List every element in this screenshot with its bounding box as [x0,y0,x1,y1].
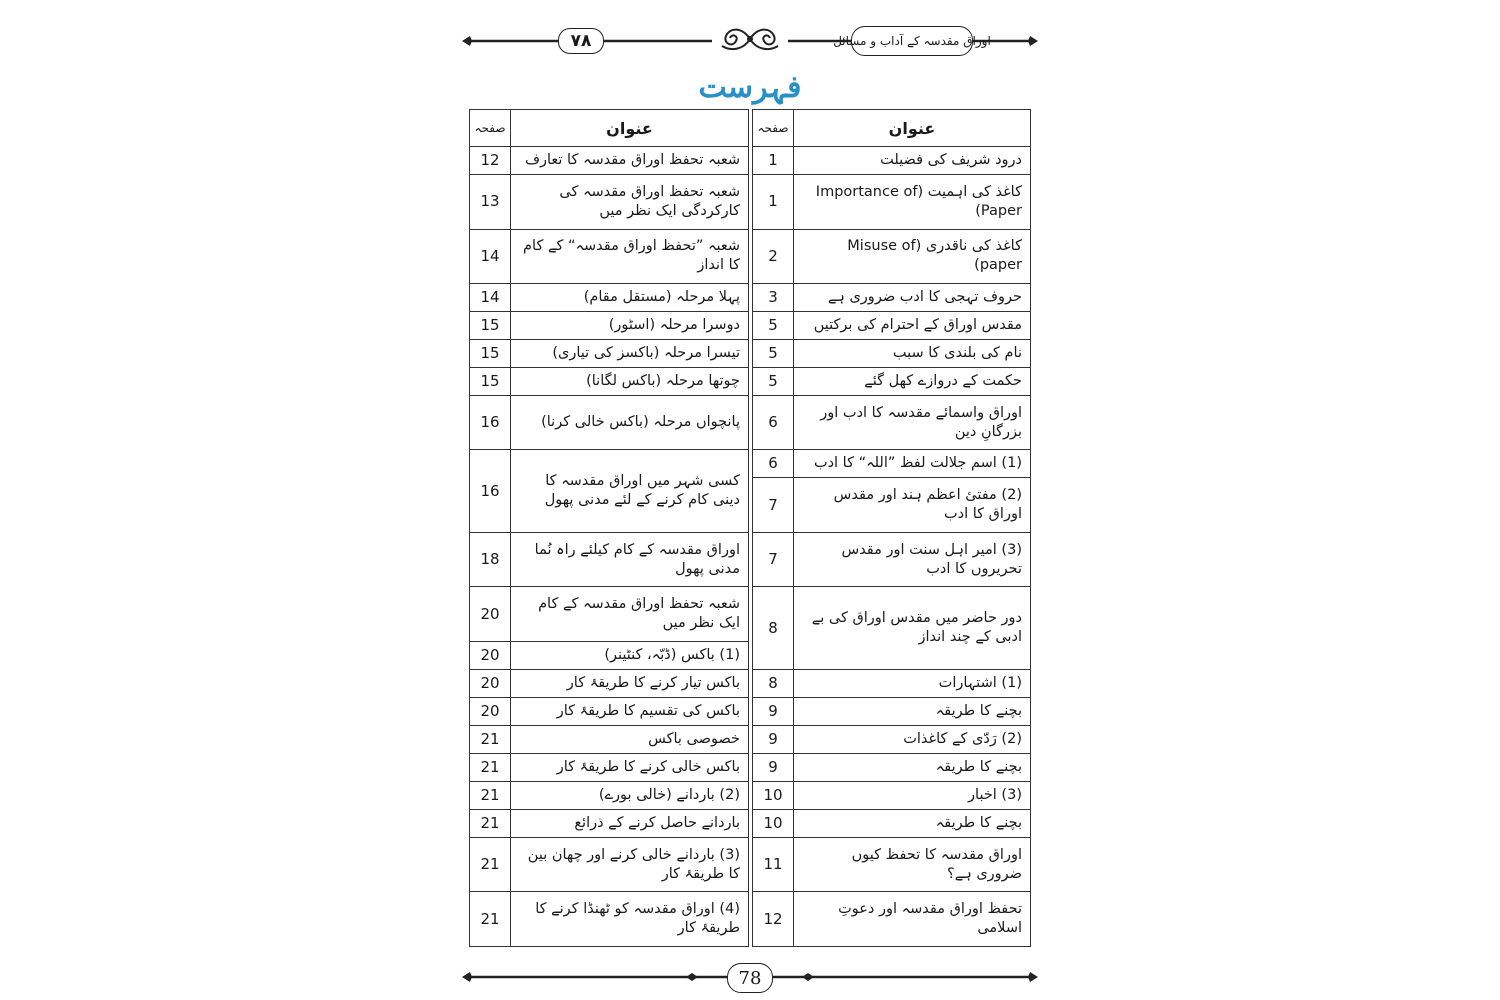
entry-page: 5 [753,312,794,340]
entry-page: 1 [753,174,794,229]
entry-page: 20 [470,642,511,670]
entry-page: 21 [470,809,511,837]
entry-title: شعبہ تحفظ اوراق مقدسہ کے کام ایک نظر میں [511,587,749,642]
entry-page: 3 [753,284,794,312]
entry-title: تحفظ اوراق مقدسہ اور دعوتِ اسلامی [794,892,1031,947]
entry-title: (2) مفتیٔ اعظم ہند اور مقدس اوراق کا ادب [794,478,1031,533]
entry-title: باکس خالی کرنے کا طریقۂ کار [511,753,749,781]
entry-title: نام کی بلندی کا سبب [794,339,1031,367]
table-row [470,339,1031,367]
entry-title: کاغذ کی اہمیت (Importance of Paper) [794,174,1031,229]
entry-title: (4) اوراق مقدسہ کو ٹھنڈا کرنے کا طریقۂ کار [511,892,749,947]
page-title: فہرست [698,70,802,105]
entry-title: درود شریف کی فضیلت [794,147,1031,175]
entry-page: 6 [753,395,794,450]
entry-title: (3) امیر اہل سنت اور مقدس تحریروں کا ادب [794,532,1031,587]
entry-page: 16 [470,395,511,450]
table-row [470,174,1031,229]
table-row [470,450,1031,478]
entry-title: بچنے کا طریقہ [794,753,1031,781]
table-row [470,532,1031,587]
entry-title: اوراق مقدسہ کے کام کیلئے راہ نُما مدنی پھول [511,532,749,587]
footer-page-number: 78 [727,963,773,993]
entry-page: 9 [753,725,794,753]
table-row [470,147,1031,175]
entry-title: تیسرا مرحلہ (باکسز کی تیاری) [511,339,749,367]
entry-page: 8 [753,669,794,697]
entry-title: (1) اسم جلالت لفظ ”اللہ“ کا ادب [794,450,1031,478]
entry-page: 10 [753,809,794,837]
entry-title: کاغذ کی ناقدری (Misuse of paper) [794,229,1031,284]
table-row [470,809,1031,837]
column-header-page: صفحہ [753,110,794,147]
entry-page: 15 [470,312,511,340]
entry-page: 21 [470,837,511,892]
entry-title: (3) اخبار [794,781,1031,809]
table-row [470,837,1031,892]
entry-page: 5 [753,339,794,367]
entry-title: باکس کی تقسیم کا طریقۂ کار [511,697,749,725]
table-row [470,697,1031,725]
entry-page: 20 [470,697,511,725]
entry-title: باردانے حاصل کرنے کے ذرائع [511,809,749,837]
column-header-title: عنوان [511,110,749,147]
column-header-page: صفحہ [470,110,511,147]
entry-page: 12 [470,147,511,175]
entry-page: 10 [753,781,794,809]
entry-title: بچنے کا طریقہ [794,809,1031,837]
entry-title: شعبہ تحفظ اوراق مقدسہ کی کارکردگی ایک نظر میں [511,174,749,229]
table-row [470,669,1031,697]
entry-page: 12 [753,892,794,947]
entry-title: حکمت کے دروازے کھل گئے [794,367,1031,395]
entry-title: (1) اشتہارات [794,669,1031,697]
entry-title: (2) باردانے (خالی بورے) [511,781,749,809]
entry-page: 20 [470,669,511,697]
table-header-row [470,110,1031,147]
entry-page: 7 [753,532,794,587]
entry-title: اوراق واسمائے مقدسہ کا ادب اور بزرگانِ دین [794,395,1031,450]
entry-title: (1) باکس (ڈبّہ، کنٹینر) [511,642,749,670]
ornament-icon [712,22,788,56]
entry-page: 21 [470,753,511,781]
table-row [470,587,1031,642]
entry-page: 11 [753,837,794,892]
entry-page: 6 [753,450,794,478]
entry-page: 21 [470,892,511,947]
entry-page: 5 [753,367,794,395]
entry-page: 21 [470,781,511,809]
entry-title: (3) باردانے خالی کرنے اور چھان بین کا طریقۂ کار [511,837,749,892]
entry-title: اوراق مقدسہ کا تحفظ کیوں ضروری ہے؟ [794,837,1031,892]
table-row [470,781,1031,809]
entry-page: 2 [753,229,794,284]
entry-title: پانچواں مرحلہ (باکس خالی کرنا) [511,395,749,450]
entry-page: 18 [470,532,511,587]
entry-page: 9 [753,753,794,781]
entry-title: چوتھا مرحلہ (باکس لگانا) [511,367,749,395]
entry-page: 7 [753,478,794,533]
table-row [470,312,1031,340]
entry-page: 20 [470,587,511,642]
table-row [470,395,1031,450]
entry-title: شعبہ ”تحفظ اوراق مقدسہ“ کے کام کا انداز [511,229,749,284]
entry-title: بچنے کا طریقہ [794,697,1031,725]
entry-page: 14 [470,284,511,312]
entry-page: 1 [753,147,794,175]
entry-title: کسی شہر میں اوراق مقدسہ کا دینی کام کرنے کے لئے مدنی پھول [511,450,749,533]
book-title: اوراق مقدسہ کے آداب و مسائل [851,26,973,56]
entry-page: 8 [753,587,794,670]
entry-title: باکس تیار کرنے کا طریقۂ کار [511,669,749,697]
column-header-title: عنوان [794,110,1031,147]
entry-title: دوسرا مرحلہ (اسٹور) [511,312,749,340]
entry-title: (2) رَدّی کے کاغذات [794,725,1031,753]
entry-page: 15 [470,367,511,395]
entry-page: 13 [470,174,511,229]
entry-title: خصوصی باکس [511,725,749,753]
contents-table [469,109,1031,947]
entry-page: 14 [470,229,511,284]
table-row [470,753,1031,781]
entry-title: حروف تہجی کا ادب ضروری ہے [794,284,1031,312]
entry-page: 16 [470,450,511,533]
entry-page: 9 [753,697,794,725]
entry-title: شعبہ تحفظ اوراق مقدسہ کا تعارف [511,147,749,175]
entry-page: 15 [470,339,511,367]
table-row [470,367,1031,395]
table-row [470,284,1031,312]
entry-title: دور حاضر میں مقدس اوراق کی بے ادبی کے چند انداز [794,587,1031,670]
entry-page: 21 [470,725,511,753]
entry-title: پہلا مرحلہ (مستقل مقام) [511,284,749,312]
table-row [470,725,1031,753]
table-row [470,229,1031,284]
header-page-number: ۷۸ [558,28,604,54]
entry-title: مقدس اوراق کے احترام کی برکتیں [794,312,1031,340]
table-row [470,892,1031,947]
